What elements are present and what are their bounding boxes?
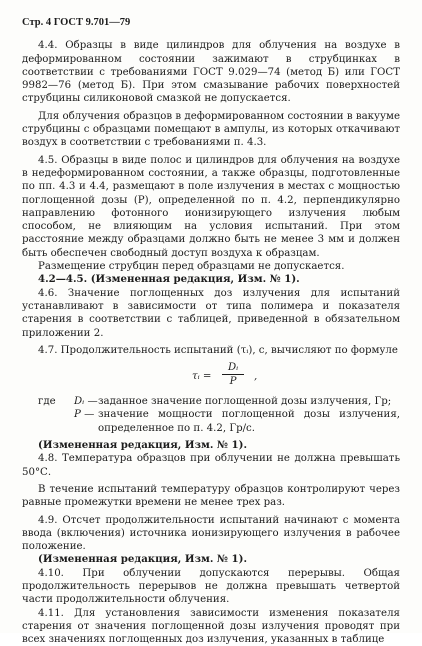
legend-row-power bbox=[22, 408, 400, 435]
paragraph-4-6: 4.6. Значение поглощенных доз излучения для испытаний устанавливают в зависимости от типа полимера и показателя старения в соответствии с таблицей, приведенной в обязательном приложении 2. bbox=[22, 287, 400, 339]
page-header: Стр. 4 ГОСТ 9.701—79 bbox=[22, 17, 131, 28]
paragraph-4-7: 4.7. Продолжительность испытаний (τᵢ), с, вычисляют по формуле bbox=[38, 344, 398, 356]
paragraph-4-4: 4.4. Образцы в виде цилиндров для облучения на воздухе в деформированном состоянии зажимают в струбцинках в соответствии с требованиями ГОСТ 9.029—74 (метод Б) или ГОСТ 9982—76 (метод Б). При этом смазывание рабочих поверхностей струбцины силиконовой смазкой не допускается. bbox=[22, 40, 400, 105]
legend-p-text: значение мощности поглощенной дозы излучения, определенное по п. 4.2, Гр/с. bbox=[98, 409, 400, 434]
legend-p-symbol: P — bbox=[74, 409, 95, 421]
revision-note-1: 4.2—4.5. (Измененная редакция, Изм. № 1). bbox=[38, 273, 300, 286]
revision-note-2: (Измененная редакция, Изм. № 1). bbox=[38, 439, 248, 452]
formula-legend bbox=[22, 395, 400, 435]
paragraph-4-5: 4.5. Образцы в виде полос и цилиндров для облучения на воздухе в недеформированном состоянии, а также образцы, подготовленные по пп. 4.3 и 4.4, размещают в поле излучения в местах с мощностью поглощенной дозы (P), определенной по п. 4.2, перпендикулярно направлению фотонного ионизирующего излучения любым способом, не влияющим на условия испытаний. При этом расстояние между образцами должно быть не менее 3 мм и должен быть обеспечен свободный доступ воздуха к образцам. bbox=[22, 154, 400, 259]
paragraph-vacuum: Для облучения образцов в деформированном состоянии в вакууме струбцины с образцами помещают в ампулы, из которых откачивают воздух в соответствии с требованиями п. 4.3. bbox=[22, 110, 400, 149]
paragraph-4-9: 4.9. Отсчет продолжительности испытаний начинают с момента ввода (включения) источника ионизирующего излучения в рабочее положение. bbox=[22, 514, 400, 553]
formula-numerator: Dᵢ bbox=[222, 361, 244, 375]
legend-d-text: заданное значение поглощенной дозы излучения, Гр; bbox=[98, 396, 392, 408]
paragraph-4-10: 4.10. При облучении допускаются перерывы. Общая продолжительность перерывов не должна превышать четвертой части продолжительности облучения. bbox=[22, 567, 400, 606]
legend-row-dose bbox=[22, 395, 400, 408]
formula-fraction bbox=[222, 361, 244, 388]
paragraph-placement: Размещение струбцин перед образцами не допускается. bbox=[38, 261, 345, 273]
duration-formula bbox=[22, 361, 400, 391]
paragraph-4-8: 4.8. Температура образцов при облучении не должна превышать 50°С. bbox=[22, 453, 400, 478]
paragraph-4-11: 4.11. Для установления зависимости изменения показателя старения от значения поглощенной дозы излучения проводят при всех значениях поглощенных доз излучения, указанных в таблице bbox=[22, 607, 400, 646]
formula-lhs: τᵢ = bbox=[192, 371, 212, 383]
legend-where-label: где bbox=[38, 396, 56, 408]
legend-d-symbol: Dᵢ — bbox=[74, 396, 98, 408]
paragraph-temperature-control: В течение испытаний температуру образцов контролируют через равные промежутки времени не менее трех раз. bbox=[22, 483, 400, 509]
formula-denominator: P bbox=[229, 376, 237, 388]
revision-note-3: (Измененная редакция, Изм. № 1). bbox=[38, 553, 248, 566]
formula-tail: , bbox=[254, 371, 258, 383]
